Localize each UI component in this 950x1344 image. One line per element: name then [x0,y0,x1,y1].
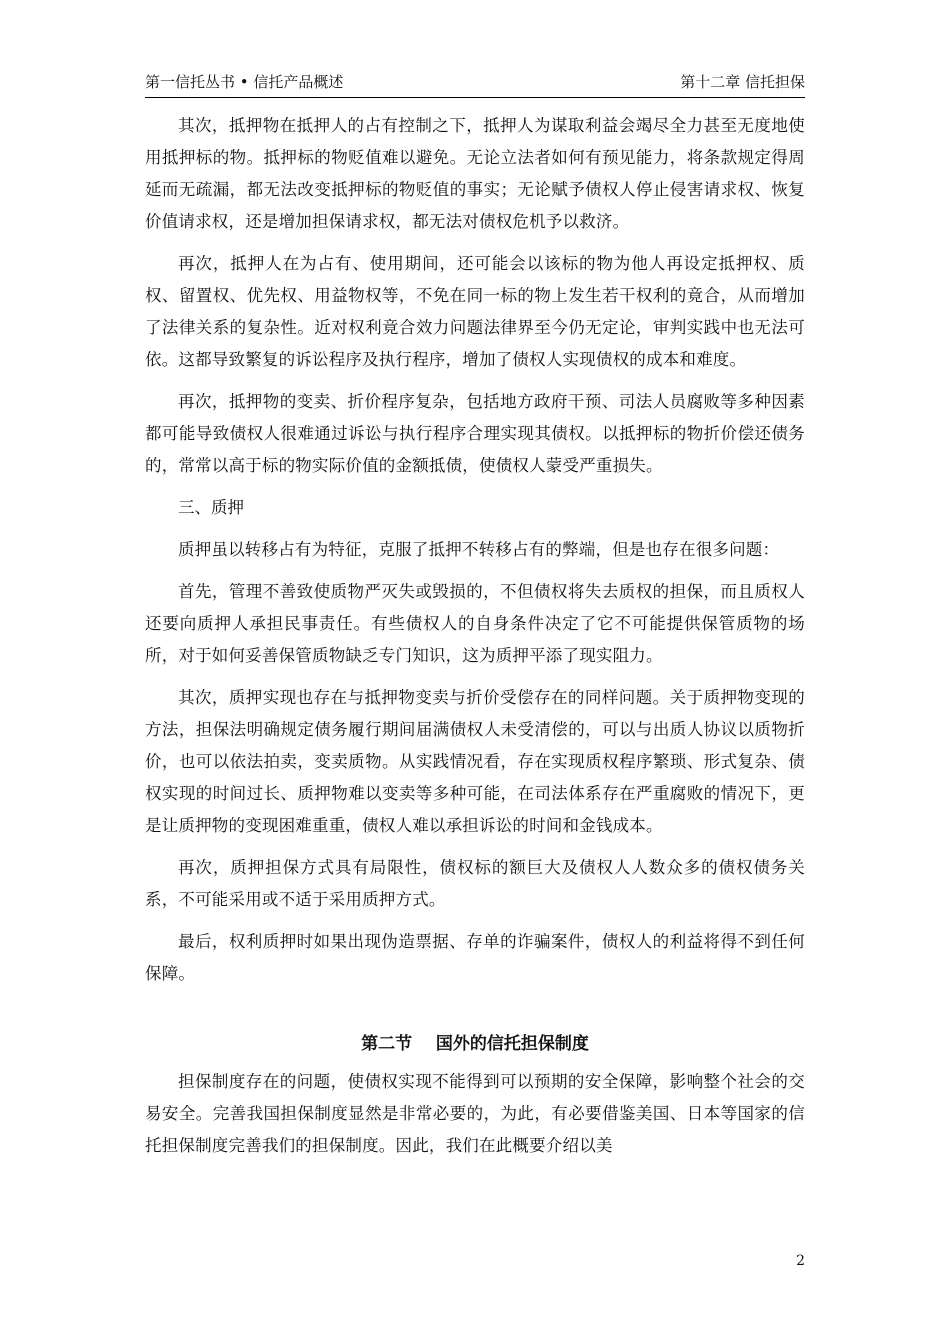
running-header [145,68,805,98]
page-number: 2 [796,1253,805,1269]
paragraph: 首先，管理不善致使质物严灭失或毁损的，不但债权将失去质权的担保，而且质权人还要向质押人承担民事责任。有些债权人的自身条件决定了它不可能提供保管质物的场所，对于如何妥善保管质物缺乏专门知识，这为质押平添了现实阻力。 [145,582,805,665]
header-book-title: 第一信托丛书 • 信托产品概述 [145,73,344,91]
paragraph: 质押虽以转移占有为特征，克服了抵押不转移占有的弊端，但是也存在很多问题： [178,540,780,559]
paragraph: 担保制度存在的问题，使债权实现不能得到可以预期的安全保障，影响整个社会的交易安全。完善我国担保制度显然是非常必要的，为此，有必要借鉴美国、日本等国家的信托担保制度完善我们的担保制度。因此，我们在此概要介绍以美 [145,1072,805,1155]
paragraph: 再次，质押担保方式具有局限性，债权标的额巨大及债权人人数众多的债权债务关系，不可能采用或不适于采用质押方式。 [145,858,805,909]
paragraph: 最后，权利质押时如果出现伪造票据、存单的诈骗案件，债权人的利益将得不到任何保障。 [145,932,805,983]
paragraph: 再次，抵押物的变卖、折价程序复杂，包括地方政府干预、司法人员腐败等多种因素都可能导致债权人很难通过诉讼与执行程序合理实现其债权。以抵押标的物折价偿还债务的，常常以高于标的物实际价值的金额抵债，使债权人蒙受严重损失。 [145,392,805,475]
paragraph: 再次，抵押人在为占有、使用期间，还可能会以该标的物为他人再设定抵押权、质权、留置权、优先权、用益物权等，不免在同一标的物上发生若干权利的竟合，从而增加了法律关系的复杂性。近对权利竟合效力问题法律界至今仍无定论，审判实践中也无法可依。这都导致繁复的诉讼程序及执行程序，增加了债权人实现债权的成本和难度。 [145,254,805,369]
body-text [145,110,805,1172]
section-title-text: 第二节 国外的信托担保制度 [361,1034,589,1054]
paragraph: 其次，抵押物在抵押人的占有控制之下，抵押人为谋取利益会竭尽全力甚至无度地使用抵押标的物。抵押标的物贬值难以避免。无论立法者如何有预见能力，将条款规定得周延而无疏漏，都无法改变抵押标的物贬值的事实；无论赋予债权人停止侵害请求权、恢复价值请求权，还是增加担保请求权，都无法对债权危机予以救济。 [145,116,805,231]
header-chapter-title: 第十二章 信托担保 [680,73,805,91]
subheading: 三、质押 [178,498,244,517]
section-title [145,1028,805,1060]
paragraph: 其次，质押实现也存在与抵押物变卖与折价受偿存在的同样问题。关于质押物变现的方法，担保法明确规定债务履行期间届满债权人未受清偿的，可以与出质人协议以质物折价，也可以依法拍卖，变卖质物。从实践情况看，存在实现质权程序繁琐、形式复杂、债权实现的时间过长、质押物难以变卖等多种可能，在司法体系存在严重腐败的情况下，更是让质押物的变现困难重重，债权人难以承担诉讼的时间和金钱成本。 [145,688,805,835]
